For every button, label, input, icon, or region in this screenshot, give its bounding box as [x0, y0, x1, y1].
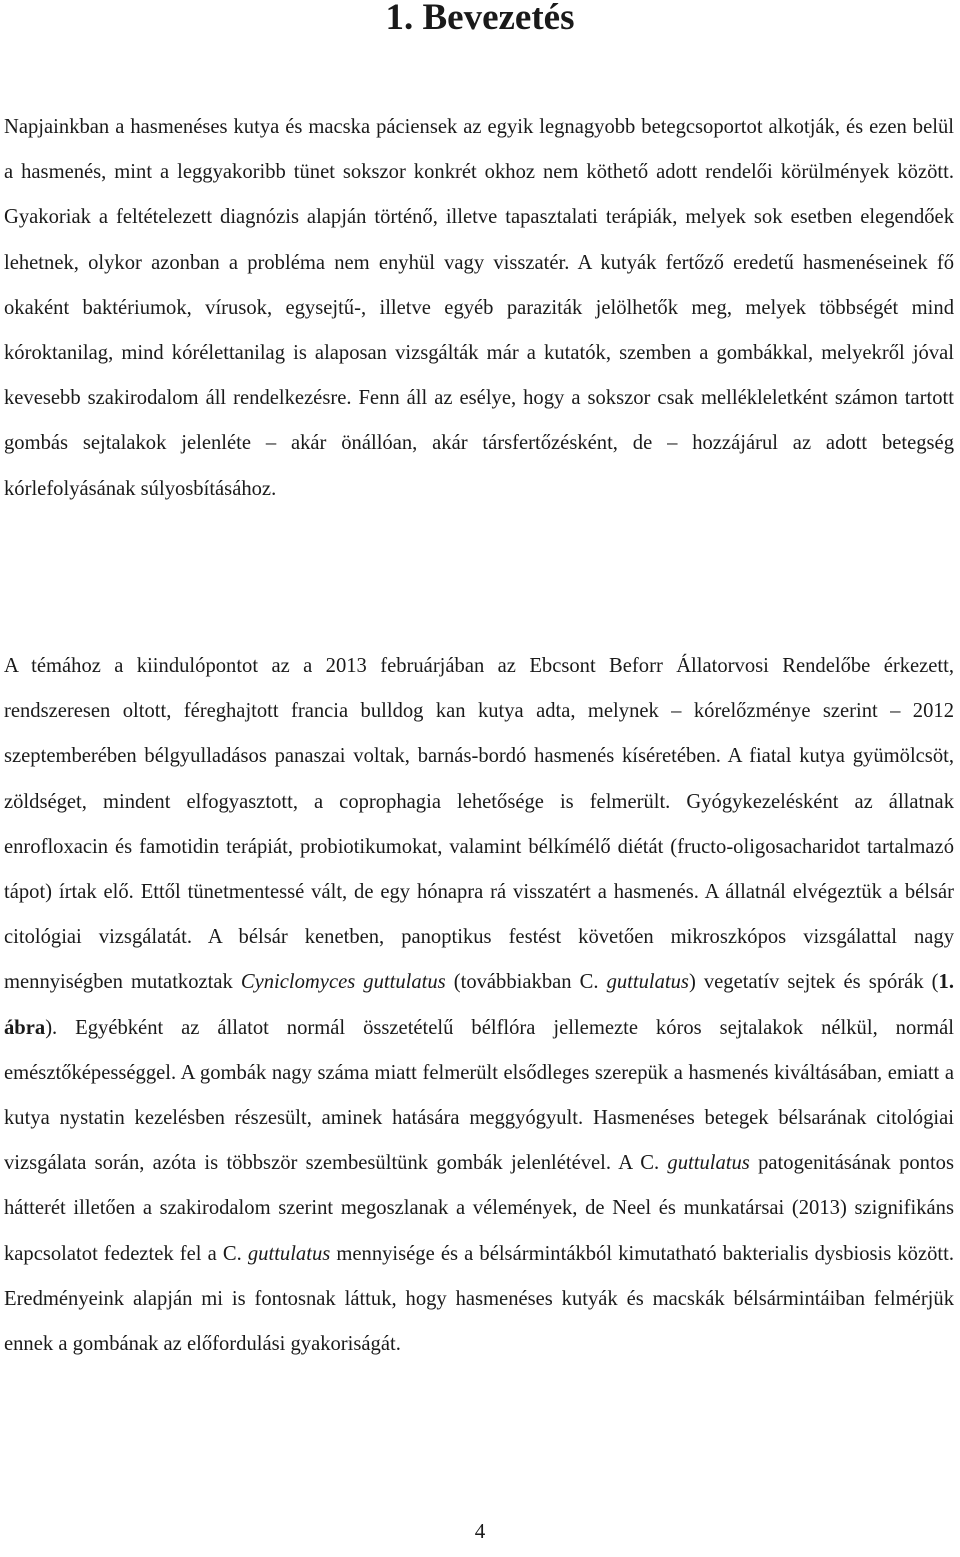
paragraph-introduction: Napjainkban a hasmenéses kutya és macska páciensek az egyik legnagyobb betegcsoportot alkotják, és ezen belül a hasmenés, mint a leggyakoribb tünet sokszor konkrét okhoz nem köthető adott rendelői körülmények között. Gyakoriak a feltételezett diagnózis alapján történő, illetve tapasztalati terápiák, melyek sok esetben elegendőek lehetnek, olykor azonban a probléma nem enyhül vagy visszatér. A kutyák fertőző eredetű hasmenéseinek fő okaként baktériumok, vírusok, egysejtű-, illetve egyéb paraziták jelölhetők meg, melyek többségét mind kóroktanilag, mind kórélettanilag is alaposan vizsgálták már a kutatók, szemben a gombákkal, melyekről jóval kevesebb szakirodalom áll rendelkezésre. Fenn áll az esélye, hogy a sokszor csak mellékleletként számon tartott gombás sejtalakok jelenléte – akár önállóan, akár társfertőzésként, de – hozzájárul az adott betegség kórlefolyásának súlyosbításához.: [4, 116, 954, 500]
paragraph-case-description: [4, 644, 954, 1367]
species-name-italic: guttulatus: [247, 1242, 331, 1265]
text-span: mennyisége és a bélsármintákból kimutatható bakterialis dysbiosis között. Eredményeink alapján mi is fontosnak láttuk, hogy hasmenéses kutyák és macskák bélsármintáiban felmérjük ennek a gombának az előfordulási gyakoriságát.: [4, 1242, 954, 1356]
text-span: ) vegetatív sejtek és spórák (: [688, 971, 939, 994]
species-name-italic: Cyniclomyces guttulatus: [240, 971, 446, 994]
chapter-title: 1. Bevezetés: [385, 0, 575, 38]
figure-reference: 1. ábra: [4, 971, 954, 1039]
text-span: (továbbiakban C.: [445, 971, 607, 994]
page-number: 4: [474, 1519, 486, 1543]
species-name-italic: guttulatus: [667, 1152, 750, 1175]
species-name-italic: guttulatus: [606, 971, 689, 994]
text-span: A témához a kiindulópontot az a 2013 februárjában az Ebcsont Beforr Állatorvosi Rendelőbe érkezett, rendszeresen oltott, féreghajtott francia bulldog kan kutya adta, melynek – kórelőzménye szerint – 2012 szeptemberében bélgyulladásos panaszai voltak, barnás-bordó hasmenés kíséretében. A fiatal kutya gyümölcsöt, zöldséget, mindent elfogyasztott, a coprophagia lehetősége is felmerült. Gyógykezelésként az állatnak enrofloxacin és famotidin terápiát, probiotikumokat, valamint bélkímélő diétát (fructo-oligosacharidot tartalmazó tápot) írtak elő. Ettől tünetmentessé vált, de egy hónapra rá visszatért a hasmenés. A állatnál elvégeztük a bélsár citológiai vizsgálatát. A bélsár kenetben, panoptikus festést követően mikroszkópos vizsgálattal nagy mennyiségben mutatkoztak: [4, 655, 954, 994]
text-span: patogenitásának pontos hátterét illetően a szakirodalom szerint megoszlanak a vélemények, de Neel és munkatársai (2013) szignifikáns kapcsolatot fedeztek fel a C.: [4, 1152, 954, 1265]
text-span: ). Egyébként az állatot normál összetételű bélflóra jellemezte kóros sejtalakok nélkül, normál emésztőképességgel. A gombák nagy száma miatt felmerült elsődleges szerepük a hasmenés kiváltásában, emiatt a kutya nystatin kezelésben részesült, aminek hatására meggyógyult. Hasmenéses betegek bélsarának citológiai vizsgálata során, azóta is többször szembesültünk gombák jelenlétével. A C.: [4, 1016, 954, 1175]
